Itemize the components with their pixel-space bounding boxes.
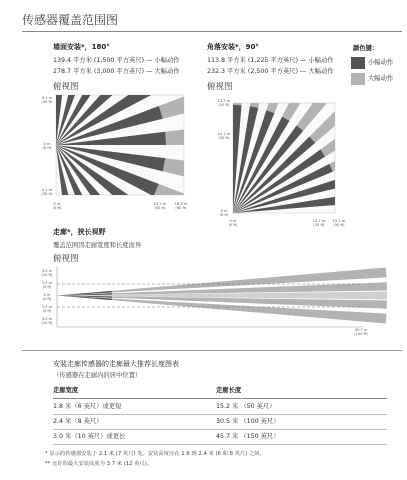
table-row-rule — [53, 414, 387, 415]
corner-xtick-1: 10.7 m (35 ft) — [312, 219, 326, 227]
table-row-3-width: 3.0 米（10 英尺）或更长 — [53, 433, 126, 440]
corner-view-label: 俯视图 — [207, 82, 233, 92]
corner-coverage-diagram — [233, 103, 337, 215]
wall-xtick-2: 18.3 m (60 ft) — [174, 202, 188, 210]
wall-tick-mid: 0 m (0 ft) — [42, 142, 52, 150]
corner-tick-mid: 10.7 m (35 ft) — [217, 132, 231, 140]
wall-heading: 墙面安装*，180° — [53, 43, 110, 51]
corner-xtick-2: 15.2 m (50 ft) — [332, 219, 346, 227]
wall-coverage-diagram — [56, 95, 186, 197]
corridor-heading: 走廊*，狭长视野 — [53, 228, 106, 236]
corner-heading: 角落安装*，90° — [207, 43, 259, 51]
corner-small-motion-text: 113.8 平方米 (1,225 平方英尺) — 小幅动作 — [207, 57, 334, 64]
table-row-2-length: 30.5 米 （100 英尺） — [216, 418, 280, 425]
wall-view-label: 俯视图 — [53, 82, 79, 92]
page-title: 传感器覆盖范围图 — [22, 13, 119, 27]
wall-xtick-0: 0 m (0 ft) — [52, 202, 62, 210]
wall-small-motion-text: 139.4 平方米 (1,500 平方英尺) — 小幅动作 — [53, 57, 180, 64]
title-rule — [22, 31, 402, 32]
table-title: 安装走廊传感器的走廊最大推荐长度图表 — [53, 360, 179, 368]
corridor-coverage-diagram — [57, 267, 397, 329]
wall-tick-top: 9.1 m (30 ft) — [41, 96, 53, 104]
corridor-tick-1: 3.0 m (10 ft) — [41, 269, 53, 277]
legend-label-large: 大幅动作 — [368, 75, 394, 82]
table-row-1-length: 15.2 米 （50 英尺） — [216, 403, 276, 410]
table-header-length: 走廊长度 — [216, 387, 242, 394]
table-row-2-width: 2.4 米（8 英尺） — [53, 418, 103, 425]
footnote-1: * 显示的传感器安装于 2.1 米 (7 英尺) 处。安装高度应在 1.6 到 2.4 米 (6 和 8 英尺) 之间。 — [45, 451, 265, 457]
wall-tick-bottom: 9.1 m (30 ft) — [41, 188, 53, 196]
legend-swatch-large — [351, 73, 365, 85]
wall-xtick-1: 15.2 m (50 ft) — [153, 202, 167, 210]
corridor-xtick-end: 45.7 m (150 ft) — [354, 328, 368, 336]
corner-large-motion-text: 232.3 平方米 (2,500 平方英尺) — 大幅动作 — [207, 68, 334, 75]
legend-swatch-small — [351, 57, 365, 69]
legend-title: 颜色键： — [353, 45, 379, 52]
corner-xtick-0: 0 m (0 ft) — [228, 219, 238, 227]
table-row-3-length: 45.7 米 （150 英尺） — [216, 433, 280, 440]
table-note: （传感器在走廊内的居中位置） — [53, 372, 142, 379]
table-header-width: 走廊宽度 — [53, 387, 79, 394]
table-header-rule — [53, 398, 387, 399]
legend-label-small: 小幅动作 — [368, 59, 394, 66]
corridor-tick-2: 1.5 m (5 ft) — [41, 281, 53, 289]
corner-tick-bottom: 0 m (0 ft) — [219, 209, 229, 217]
footnote-2: ** 允许的最大安装高度为 3.7 米 (12 英尺)。 — [45, 461, 153, 467]
table-top-rule — [22, 350, 402, 351]
corridor-tick-4: 1.5 m (5 ft) — [41, 305, 53, 313]
table-row-rule — [53, 429, 387, 430]
corridor-view-label: 俯视图 — [53, 254, 79, 264]
wall-large-motion-text: 278.7 平方米 (3,000 平方英尺) — 大幅动作 — [53, 68, 180, 75]
corridor-tick-3: 0 m (0 ft) — [42, 293, 52, 301]
corridor-subtitle: 覆盖范围因走廊宽度和长度而异 — [53, 242, 142, 249]
corner-tick-top: 15.2 m (50 ft) — [217, 99, 231, 107]
table-bottom-rule — [53, 444, 387, 445]
corridor-tick-5: 3.0 m (10 ft) — [41, 317, 53, 325]
table-row-1-width: 1.8 米（6 英尺）或更短 — [53, 403, 122, 410]
